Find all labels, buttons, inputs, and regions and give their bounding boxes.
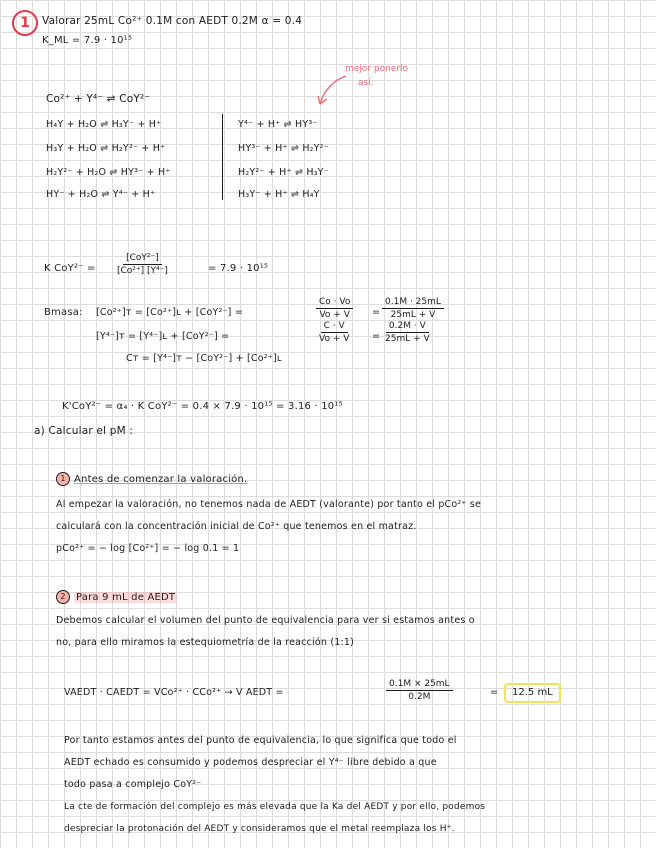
balance-row2: [Y⁴⁻]ᴛ = [Y⁴⁻]ʟ + [CoY²⁻] =: [96, 331, 230, 342]
section2-line1: Debemos calcular el volumen del punto de equivalencia para ver si estamos antes o: [56, 615, 475, 626]
balance-row1-frac1-num: Co · Vo: [316, 296, 353, 309]
balance-row2-frac1-den: Vo + V: [319, 334, 350, 344]
balance-row1-frac1-den: Vo + V: [319, 310, 350, 320]
equivalence-numerator: 0.1M × 25mL: [386, 678, 453, 691]
equilibrium-right-2: HY³⁻ + H⁺ ⇌ H₂Y²⁻: [238, 143, 329, 154]
section2-p4: La cte de formación del complejo es más elevada que la Ka del AEDT y por ello, podemos: [64, 802, 486, 812]
section1-line1: Al empezar la valoración, no tenemos nada de AEDT (valorante) por tanto el pCo²⁺ se: [56, 499, 482, 510]
section2-title: Para 9 mL de AEDT: [76, 592, 176, 603]
balance-row2-frac1-num: C · V: [321, 320, 348, 333]
section2-p3: todo pasa a complejo CoY²⁻: [64, 779, 202, 790]
section1-line2: calculará con la concentración inicial de Co²⁺ que tenemos en el matraz.: [56, 521, 417, 532]
section2-line2: no, para ello miramos la estequiometría de la reacción (1:1): [56, 637, 355, 648]
equivalence-equals: =: [490, 687, 499, 698]
balance-row2-frac2: [382, 320, 433, 345]
section2-p5: despreciar la protonación del AEDT y consideramos que el metal reemplaza los H⁺.: [64, 824, 455, 834]
equilibrium-left-1: H₄Y + H₂O ⇌ H₃Y⁻ + H⁺: [46, 119, 162, 130]
equivalence-fraction: [386, 678, 453, 703]
balance-label: Bmasa:: [44, 307, 83, 318]
equilibrium-left-4: HY⁻ + H₂O ⇌ Y⁴⁻ + H⁺: [46, 189, 156, 200]
problem-statement: Valorar 25mL Co²⁺ 0.1M con AEDT 0.2M α = 0.4: [42, 15, 303, 27]
equilibrium-right-4: H₃Y⁻ + H⁺ ⇌ H₄Y: [238, 189, 320, 200]
section1-heading: [56, 472, 247, 487]
balance-row2-eq: =: [372, 331, 381, 342]
k-prime: K'CoY²⁻ = α₄ · K CoY²⁻ = 0.4 × 7.9 · 10¹⁵ = 3.16 · 10¹⁵: [62, 401, 343, 412]
section2-p2: AEDT echado es consumido y podemos despreciar el Y⁴⁻ libre debido a que: [64, 757, 437, 768]
equilibria-divider: [222, 114, 223, 200]
equivalence-equation: VAEDT · CAEDT = VCo²⁺ · CCo²⁺ → V AEDT =: [64, 687, 284, 698]
balance-row1-frac2: [382, 296, 444, 321]
balance-row2-frac2-den: 25mL + V: [385, 334, 430, 344]
balance-row1: [Co²⁺]ᴛ = [Co²⁺]ʟ + [CoY²⁻] =: [96, 307, 243, 318]
section2-p1: Por tanto estamos antes del punto de equivalencia, lo que significa que todo el: [64, 735, 457, 746]
section1-line3: pCo²⁺ = − log [Co²⁺] = − log 0.1 = 1: [56, 543, 240, 554]
margin-note-line2: así.: [358, 78, 374, 88]
equilibrium-left-3: H₂Y²⁻ + H₂O ⇌ HY³⁻ + H⁺: [46, 167, 171, 178]
balance-row1-frac2-den: 25mL + V: [390, 310, 436, 320]
equilibrium-left-2: H₃Y + H₂O ⇌ H₂Y²⁻ + H⁺: [46, 143, 166, 154]
balance-row1-eq: =: [372, 307, 381, 318]
note-arrow-icon: [312, 70, 352, 110]
equivalence-denominator: 0.2M: [408, 692, 431, 702]
section1-title: Antes de comenzar la valoración.: [74, 474, 248, 485]
k-fraction: [114, 252, 171, 277]
balance-row1-frac2-num: 0.1M · 25mL: [382, 296, 444, 309]
balance-row2-frac2-num: 0.2M · V: [386, 320, 429, 333]
k-label: K CoY²⁻ =: [44, 263, 96, 274]
equivalence-result: 12.5 mL: [504, 683, 561, 703]
balance-row3: Cᴛ = [Y⁴⁻]ᴛ − [CoY²⁻] + [Co²⁺]ʟ: [126, 353, 282, 364]
section2-number: 2: [56, 590, 70, 604]
part-a-heading: a) Calcular el pM :: [34, 425, 134, 437]
k-value: = 7.9 · 10¹⁵: [208, 263, 269, 274]
margin-note-line1: mejor ponerlo: [345, 64, 409, 74]
kml-constant: K_ML = 7.9 · 10¹⁵: [42, 35, 133, 46]
equilibrium-right-3: H₂Y²⁻ + H⁺ ⇌ H₃Y⁻: [238, 167, 329, 178]
main-equilibrium: Co²⁺ + Y⁴⁻ ⇌ CoY²⁻: [46, 93, 151, 105]
equilibrium-right-1: Y⁴⁻ + H⁺ ⇌ HY³⁻: [238, 119, 318, 130]
section1-number: 1: [56, 472, 70, 486]
k-denominator: [Co²⁺] [Y⁴⁻]: [117, 266, 168, 276]
section2-heading: [56, 590, 177, 605]
k-numerator: [CoY²⁻]: [123, 252, 162, 265]
balance-row1-frac1: [316, 296, 353, 321]
balance-row2-frac1: [316, 320, 352, 345]
problem-number-badge: 1: [12, 10, 38, 36]
